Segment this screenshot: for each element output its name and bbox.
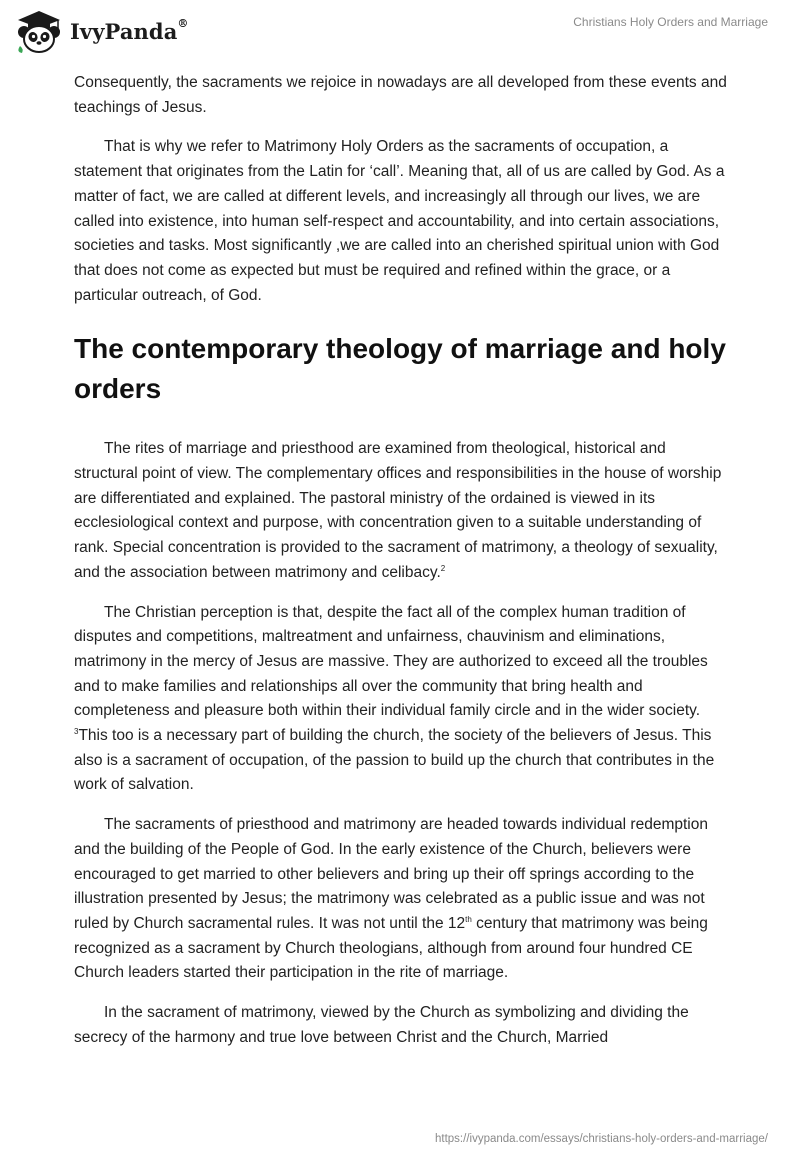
paragraph-4: The Christian perception is that, despite the fact all of the complex human tradition of disputes and competitions, maltreatment and unfairness, chauvinism and eliminations, matrimony in the mercy of Jesus are massive. They are authorized to exceed all the troubles and to make families and relationships all over the community that bring health and completeness and pleasure both within their individual family circle and in the wider society. $^3$This too is a necessary part of building the church, the society of the believers of Jesus. This also is a sacrament of occupation, of the passion to build up the church that contributes in the work of salvation.	[74, 603, 715, 794]
document-title: Christians Holy Orders and Marriage	[573, 15, 768, 29]
ivypanda-logo[interactable]	[14, 8, 189, 54]
registered-mark: ®	[177, 16, 189, 30]
section-heading: The contemporary theology of marriage and holy orders	[74, 333, 726, 405]
paragraph-5: The sacraments of priesthood and matrimony are headed towards individual redemption and the building of the People of God. In the early existence of the Church, believers were encouraged to get married to other believers and bring up their off springs according to the illustration presented by Jesus; the matrimony was celebrated as a public issue and was not ruled by Church sacramental rules. It was not until the 12th century that matrimony was being recognized as a sacrament by Church theologians, although from around four hundred CE Church leaders started their participation in the rite of marriage.	[74, 816, 708, 982]
ordinal-suffix: th	[465, 914, 472, 924]
essay-body	[74, 71, 728, 1066]
footnote-ref-3[interactable]: 3	[74, 726, 79, 736]
paragraph-6: In the sacrament of matrimony, viewed by the Church as symbolizing and dividing the secrecy of the harmony and true love between Christ and the Church, Married	[74, 1004, 689, 1046]
paragraph-3: The rites of marriage and priesthood are examined from theological, historical and structural point of view. The complementary offices and responsibilities in the house of worship are differentiated and explained. The pastoral ministry of the ordained is viewed in its ecclesiological context and purpose, with concentration given to a suitable understanding of rank. Special concentration is provided to the sacrament of matrimony, a theology of sexuality, and the association between matrimony and celibacy.$^2$	[74, 440, 722, 581]
source-url[interactable]: https://ivypanda.com/essays/christians-holy-orders-and-marriage/	[435, 1133, 768, 1145]
paragraph-1: Consequently, the sacraments we rejoice in nowadays are all developed from these events and teachings of Jesus.	[74, 74, 727, 116]
panda-graduate-icon	[14, 8, 64, 54]
paragraph-2: That is why we refer to Matrimony Holy Orders as the sacraments of occupation, a statement that originates from the Latin for ‘call’. Meaning that, all of us are called by God. As a matter of fact, we are called at different levels, and increasingly all through our lives, we are called into existence, into human self-respect and accountability, and into certain associations, societies and tasks. Most significantly ,we are called into an cherished spiritual union with God that does not come as expected but must be required and refined within the grace, or a particular outreach, of God.	[74, 138, 725, 304]
footnote-ref-2[interactable]: 2	[440, 563, 446, 573]
logo-wordmark: IvyPanda®	[70, 16, 189, 44]
page-header	[0, 0, 800, 66]
